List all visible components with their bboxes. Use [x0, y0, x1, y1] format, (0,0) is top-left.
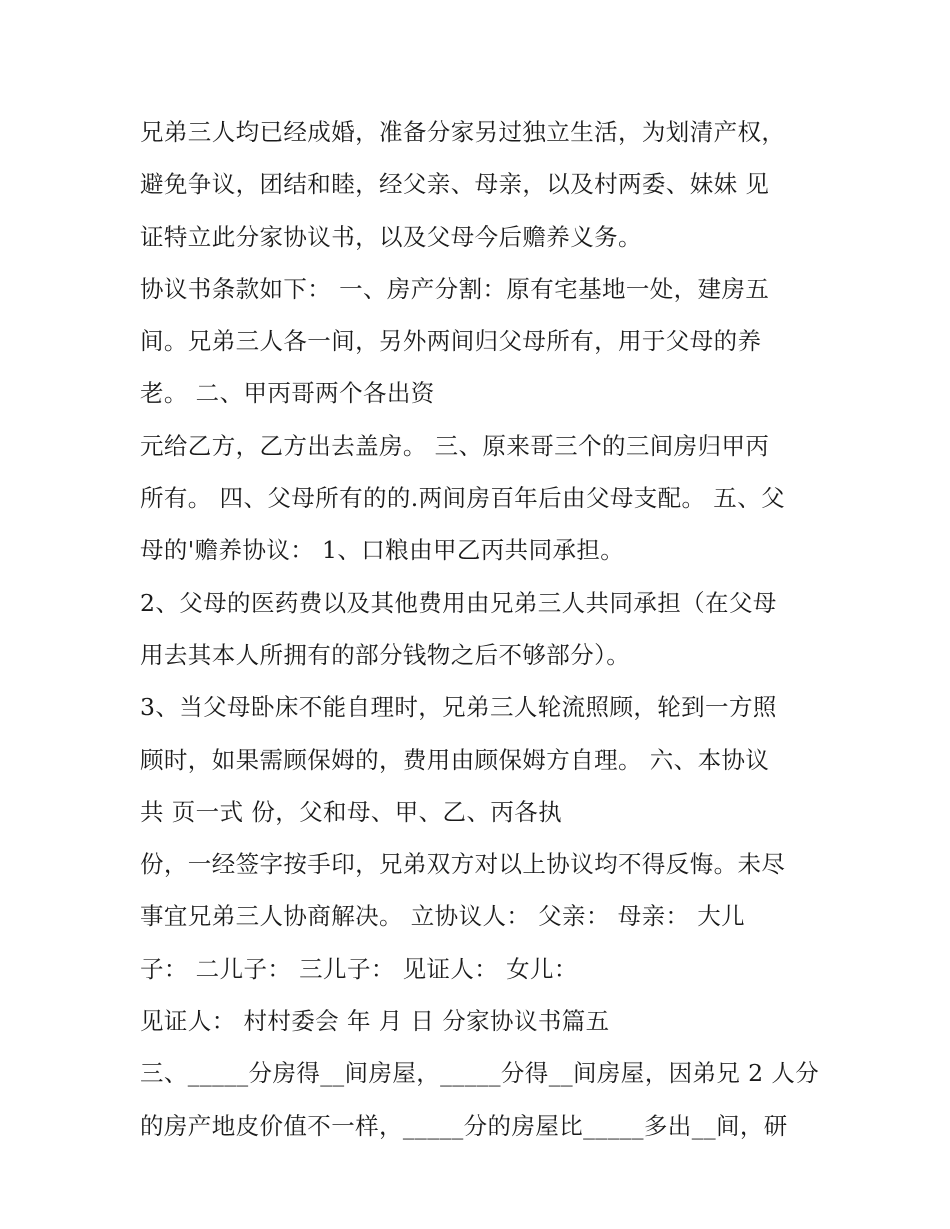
text-line: 2、父母的医药费以及其他费用由兄弟三人共同承担（在父母	[140, 588, 777, 617]
text-line: 证特立此分家协议书，以及父母今后赡养义务。	[140, 222, 642, 251]
text-line: 见证人： 村村委会 年 月 日 分家协议书篇五	[140, 1007, 610, 1036]
text-line: 协议书条款如下： 一、房产分割：原有宅基地一处，建房五	[140, 274, 770, 303]
text-line: 的房产地皮价值不一样，_____分的房屋比_____多出__间，研	[140, 1111, 788, 1140]
text-line: 所有。 四、父母所有的的.两间房百年后由父母支配。 五、父	[140, 484, 786, 513]
text-line: 老。 二、甲丙哥两个各出资	[140, 379, 435, 408]
text-line: 子： 二儿子： 三儿子： 见证人： 女儿：	[140, 954, 578, 983]
text-line: 间。兄弟三人各一间，另外两间归父母所有，用于父母的养	[140, 327, 762, 356]
text-line: 兄弟三人均已经成婚，准备分家另过独立生活，为划清产权，	[140, 118, 786, 146]
text-line: 三、_____分房得__间房屋，_____分得__间房屋，因弟兄 2 人分	[140, 1059, 820, 1088]
text-line: 母的'赡养协议： 1、口粮由甲乙丙共同承担。	[140, 536, 625, 565]
text-line: 份，一经签字按手印，兄弟双方对以上协议均不得反悔。未尽	[140, 850, 786, 879]
text-line: 用去其本人所拥有的部分钱物之后不够部分）。	[140, 640, 631, 669]
text-line: 元给乙方，乙方出去盖房。 三、原来哥三个的三间房归甲丙	[140, 431, 770, 460]
text-line: 事宜兄弟三人协商解决。 立协议人： 父亲： 母亲： 大儿	[140, 902, 746, 931]
text-line: 共 页一式 份，父和母、甲、乙、丙各执	[140, 797, 563, 826]
text-line: 避免争议，团结和睦，经父亲、母亲，以及村两委、妹妹 见	[140, 170, 770, 199]
text-line: 3、当父母卧床不能自理时，兄弟三人轮流照顾，轮到一方照	[140, 693, 777, 722]
document-body	[140, 106, 830, 1152]
text-line: 顾时，如果需顾保姆的，费用由顾保姆方自理。 六、本协议	[140, 745, 770, 774]
